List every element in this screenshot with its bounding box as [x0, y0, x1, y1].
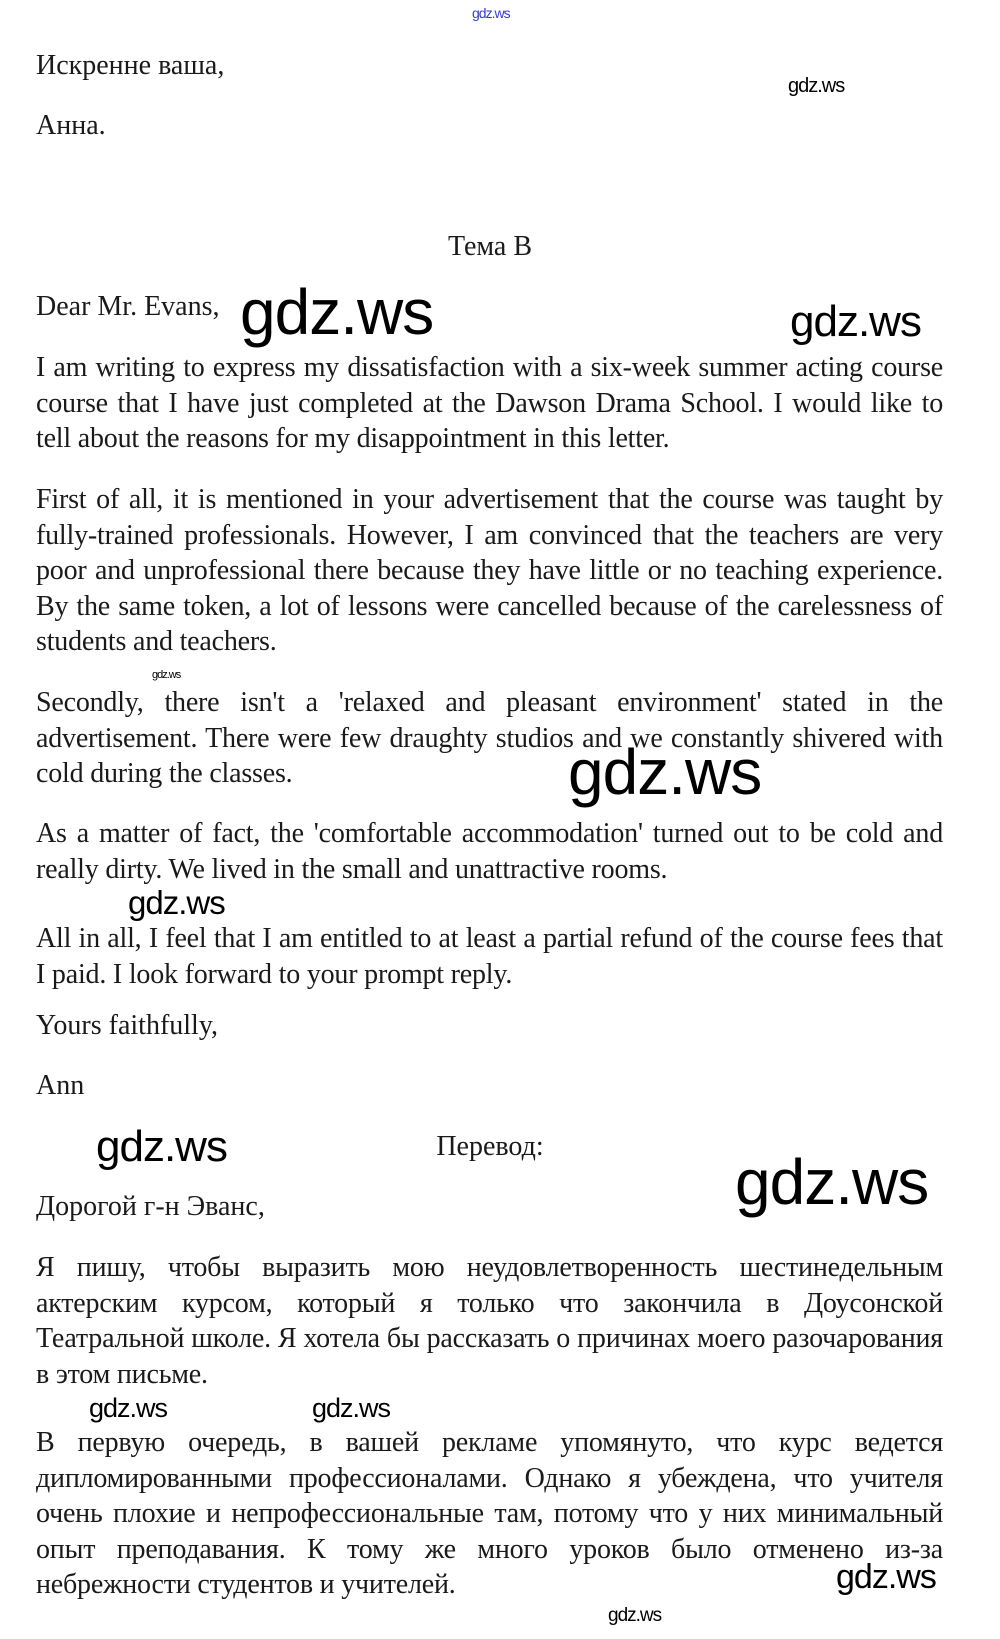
letter-paragraph: As a matter of fact, the 'comfortable accommodation' turned out to be cold and really dirty. We lived in the small and unattractive rooms. [36, 818, 943, 885]
watermark: gdz.ws [472, 5, 510, 21]
translation-paragraph: Я пишу, чтобы выразить мою неудовлетворенность шестинедельным актерским курсом, который я только что закончила в Доусонской Театральной школе. Я хотела бы рассказать о причинах моего разочарования в этом письме. [36, 1252, 943, 1390]
watermark: gdz.ws [152, 669, 181, 681]
watermark: gdz.ws [96, 1122, 227, 1171]
letter-paragraph: First of all, it is mentioned in your advertisement that the course was taught by fully-trained professionals. However, I am convinced that the teachers are very poor and unprofessional there because they have little or no teaching experience. By the same token, a lot of lessons were cancelled because of the carelessness of students and teachers. [36, 484, 943, 657]
watermark: gdz.ws [608, 1605, 662, 1626]
letter-signature: Ann [36, 1070, 85, 1101]
translation-greeting: Дорогой г-н Эванс, [36, 1191, 265, 1222]
watermark: gdz.ws [788, 75, 845, 97]
letter-closing: Yours faithfully, [36, 1010, 219, 1041]
watermark: gdz.ws [89, 1393, 168, 1423]
translation-paragraph: В первую очередь, в вашей рекламе упомянуто, что курс ведется дипломированными профессионалами. Однако я убеждена, что учителя очень плохие и непрофессиональные там, потому что у них минимальный опыт преподавания. К тому же много уроков было отменено из-за небрежности студентов и учителей. [36, 1427, 943, 1600]
signature-ru: Анна. [36, 110, 106, 141]
letter-paragraph: Secondly, there isn't a 'relaxed and pleasant environment' stated in the advertisement. There were few draughty studios and we constantly shivered with cold during the classes. [36, 687, 943, 789]
letter-paragraph: All in all, I feel that I am entitled to at least a partial refund of the course fees that I paid. I look forward to your prompt reply. [36, 923, 943, 990]
letter-paragraph: I am writing to express my dissatisfaction with a six-week summer acting course course that I have just completed at the Dawson Drama School. I would like to tell about the reasons for my disappointment in this letter. [36, 352, 943, 454]
topic-heading: Тема В [447, 231, 533, 262]
watermark: gdz.ws [312, 1393, 391, 1423]
watermark: gdz.ws [735, 1146, 929, 1218]
watermark: gdz.ws [128, 884, 225, 921]
watermark: gdz.ws [568, 736, 762, 808]
watermark: gdz.ws [790, 297, 921, 346]
watermark: gdz.ws [836, 1558, 936, 1596]
watermark: gdz.ws [240, 276, 434, 348]
letter-greeting: Dear Mr. Evans, [36, 291, 220, 322]
closing-ru: Искренне ваша, [36, 50, 225, 81]
translation-heading: Перевод: [436, 1131, 544, 1162]
